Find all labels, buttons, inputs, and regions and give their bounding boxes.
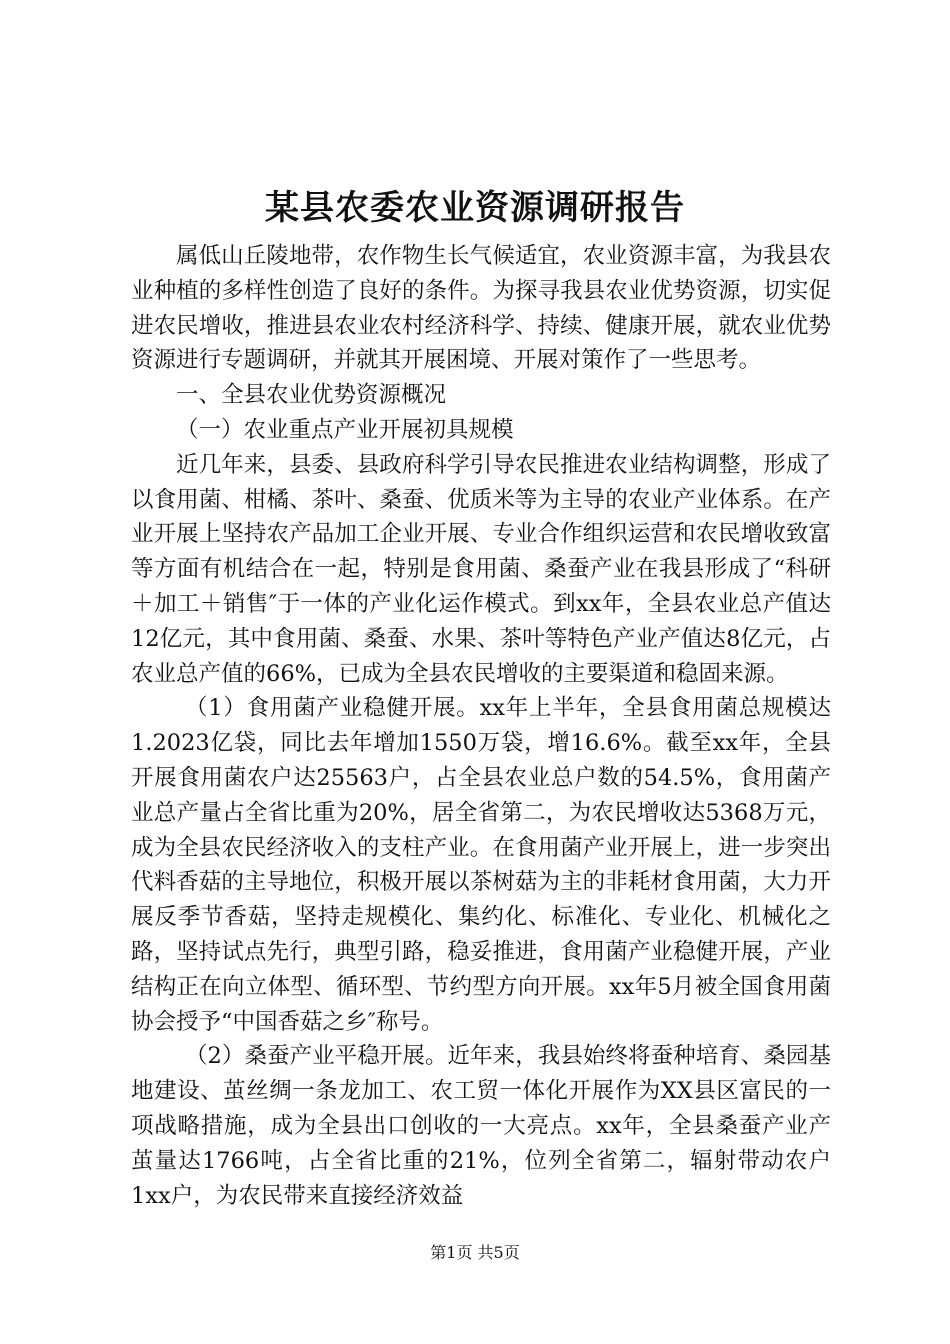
- body-paragraph-edible-fungi: （1）食用菌产业稳健开展。xx年上半年，全县食用菌总规模达1.2023亿袋，同比去年增加1550万袋，增16.6%。截至xx年，全县开展食用菌农户达25563户，占全县农业总户数的54.5%，食用菌产业总产量占全省比重为20%，居全省第二，为农民增收达5368万元，成为全县农民经济收入的支柱产业。在食用菌产业开展上，进一步突出代料香菇的主导地位，积极开展以茶树菇为主的非耗材食用菌，大力开展反季节香菇，坚持走规模化、集约化、标准化、专业化、机械化之路，坚持试点先行，典型引路，稳妥推进，食用菌产业稳健开展，产业结构正在向立体型、循环型、节约型方向开展。xx年5月被全国食用菌协会授予“中国香菇之乡″称号。: [131, 695, 831, 1035]
- intro-paragraph: 属低山丘陵地带，农作物生长气候适宜，农业资源丰富，为我县农业种植的多样性创造了良好的条件。为探寻我县农业优势资源，切实促进农民增收，推进县农业农村经济科学、持续、健康开展，就农业优势资源进行专题调研，并就其开展困境、开展对策作了一些思考。: [131, 243, 831, 374]
- document-body: [131, 239, 831, 1213]
- subsection-heading-1: （一）农业重点产业开展初具规模: [176, 416, 514, 443]
- body-paragraph-industry-overview: 近几年来，县委、县政府科学引导农民推进农业结构调整，形成了以食用菌、柑橘、茶叶、桑蚕、优质米等为主导的农业产业体系。在产业开展上坚持农产品加工企业开展、专业合作组织运营和农民增收致富等方面有机结合在一起，特别是食用菌、桑蚕产业在我县形成了“科研＋加工＋销售″于一体的产业化运作模式。到xx年，全县农业总产值达12亿元，其中食用菌、桑蚕、水果、茶叶等特色产业产值达8亿元，占农业总产值的66%，已成为全县农民增收的主要渠道和稳固来源。: [131, 451, 831, 687]
- body-paragraph-sericulture: （2）桑蚕产业平稳开展。近年来，我县始终将蚕种培育、桑园基地建设、茧丝绸一条龙加工、农工贸一体化开展作为XX县区富民的一项战略措施，成为全县出口创收的一大亮点。xx年，全县桑蚕产业产茧量达1766吨，占全省比重的21%，位列全省第二，辐射带动农户1xx户，为农民带来直接经济效益: [131, 1043, 831, 1209]
- page-footer: 第1页 共5页: [430, 1243, 520, 1262]
- section-heading-1: 一、全县农业优势资源概况: [176, 382, 447, 409]
- document-title: 某县农委农业资源调研报告: [265, 188, 685, 228]
